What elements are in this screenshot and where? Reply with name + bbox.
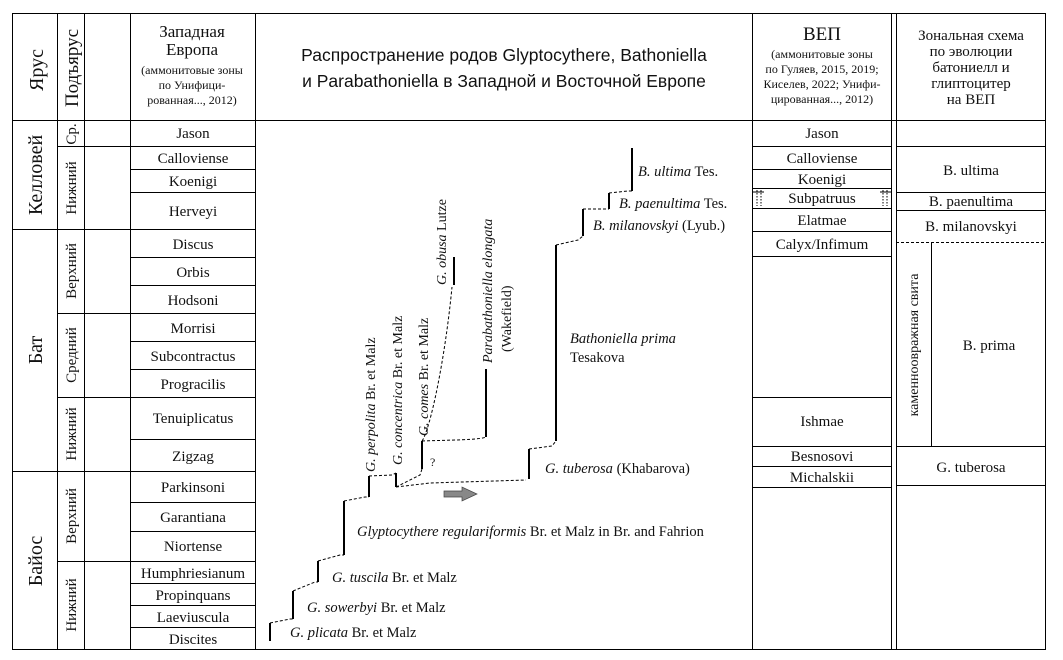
we-zone: Zigzag — [172, 449, 214, 465]
taxon-plicata: G. plicata Br. et Malz — [290, 625, 417, 641]
vep-zone: Subpatruus — [788, 191, 856, 207]
stage-header: Ярус — [26, 49, 48, 91]
we-title-1: Западная — [159, 22, 225, 41]
we-zone: Discus — [172, 237, 214, 253]
taxon-obusa: G. obusa Lutze — [435, 199, 450, 285]
connector-lines — [270, 191, 632, 623]
taxon-milanovskyi: B. milanovskyi (Lyub.) — [593, 218, 726, 234]
we-zone: Humphriesianum — [140, 566, 246, 582]
taxon-prima-author: Tesakova — [570, 350, 625, 366]
zonal-zone: B. paenultima — [928, 194, 1014, 210]
we-zone: Progracilis — [160, 377, 226, 393]
taxon-regulariformis: Glyptocythere regulariformis Br. et Malz in Br. and Fahrion — [357, 524, 704, 540]
we-zone: Morrisi — [170, 321, 216, 337]
vep-zone: Michalskii — [789, 470, 855, 486]
we-title-2: Европа — [165, 40, 219, 59]
zonal-title-1: Зональная схема — [918, 28, 1024, 44]
main-title-1: Распространение родов Glyptocythere, Bathoniella — [301, 45, 707, 65]
taxon-tuberosa: G. tuberosa (Khabarova) — [545, 461, 690, 477]
we-zone: Parkinsoni — [160, 480, 226, 496]
we-zone: Discites — [168, 632, 218, 648]
we-zone: Garantiana — [160, 510, 226, 526]
question-mark: ? — [430, 455, 436, 469]
we-zone: Jason — [176, 126, 210, 142]
substage-callovian-lower: Нижний — [64, 161, 80, 215]
range-lines — [270, 148, 632, 641]
we-zone: Orbis — [176, 265, 210, 281]
we-zone: Laeviuscula — [156, 610, 230, 626]
zonal-title-3: батониелл и — [932, 60, 1010, 76]
vep-zone: Calyx/Infimum — [775, 237, 869, 253]
suite-label: каменноовражная свита — [907, 273, 922, 417]
we-zone: Hodsoni — [167, 293, 219, 309]
taxon-concentrica: G. concentrica Br. et Malz — [391, 315, 406, 465]
we-subtitle-2: по Унифици- — [158, 78, 226, 92]
substage-callovian-middle: Ср. — [64, 123, 80, 145]
taxon-elongata-author: (Wakefield) — [500, 285, 515, 352]
vep-zone: Koenigi — [797, 172, 847, 188]
substage-bathonian-middle: Средний — [64, 327, 80, 383]
taxon-comes: G. comes Br. et Malz — [417, 317, 432, 436]
taxon-paenultima: B. paenultima Tes. — [619, 196, 728, 212]
vep-zone: Elatmae — [797, 213, 847, 229]
stage-bathonian: Бат — [25, 335, 47, 365]
zonal-title-5: на ВЕП — [946, 92, 996, 108]
taxon-tuscila: G. tuscila Br. et Malz — [332, 570, 457, 586]
vep-zone: Jason — [805, 126, 839, 142]
vep-subtitle-2: по Гуляев, 2015, 2019; — [765, 62, 879, 76]
stage-callovian: Келловей — [25, 134, 47, 216]
arrow-icon — [444, 487, 477, 501]
vep-title: ВЕП — [803, 24, 841, 45]
we-subtitle-1: (аммонитовые зоны — [141, 63, 243, 77]
we-subtitle-3: рованная..., 2012) — [147, 93, 237, 107]
substage-bajocian-upper: Верхний — [64, 488, 80, 544]
vep-subtitle-4: цированная..., 2012) — [770, 92, 874, 106]
vep-zone: Ishmae — [800, 414, 844, 430]
vep-subtitle-3: Киселев, 2022; Унифи- — [763, 77, 881, 91]
we-zone: Subcontractus — [150, 349, 236, 365]
zonal-title-2: по эволюции — [929, 44, 1013, 60]
vep-subtitle-1: (аммонитовые зоны — [771, 47, 873, 61]
zonal-zone: G. tuberosa — [936, 460, 1006, 476]
we-zone: Koenigi — [168, 174, 218, 190]
taxon-prima: Bathoniella prima — [570, 331, 676, 347]
taxon-ultima: B. ultima Tes. — [638, 164, 719, 180]
we-zone: Herveyi — [168, 204, 218, 220]
zonal-zone: B. ultima — [943, 163, 999, 179]
substage-bajocian-lower: Нижний — [64, 578, 80, 632]
vep-zone: Besnosovi — [790, 449, 854, 465]
substage-bathonian-lower: Нижний — [64, 407, 80, 461]
we-zone: Calloviense — [157, 151, 229, 167]
taxon-sowerbyi: G. sowerbyi Br. et Malz — [307, 600, 446, 616]
zonal-zone: B. prima — [962, 338, 1016, 354]
main-title-2: и Parabathoniella в Западной и Восточной Европе — [302, 71, 706, 91]
stage-bajocian: Байос — [25, 535, 47, 587]
we-zone: Tenuiplicatus — [152, 411, 234, 427]
substage-header: Подъярус — [62, 28, 83, 108]
zonal-title-4: глиптоцитер — [931, 76, 1011, 92]
taxon-perpolita: G. perpolita Br. et Malz — [364, 337, 379, 472]
substage-bathonian-upper: Верхний — [64, 243, 80, 299]
we-zone: Propinquans — [155, 588, 231, 604]
we-zone: Niortense — [163, 539, 223, 555]
vep-zone: Calloviense — [786, 151, 858, 167]
taxon-elongata: Parabathoniella elongata — [481, 218, 496, 363]
zonal-zone: B. milanovskyi — [925, 219, 1017, 235]
